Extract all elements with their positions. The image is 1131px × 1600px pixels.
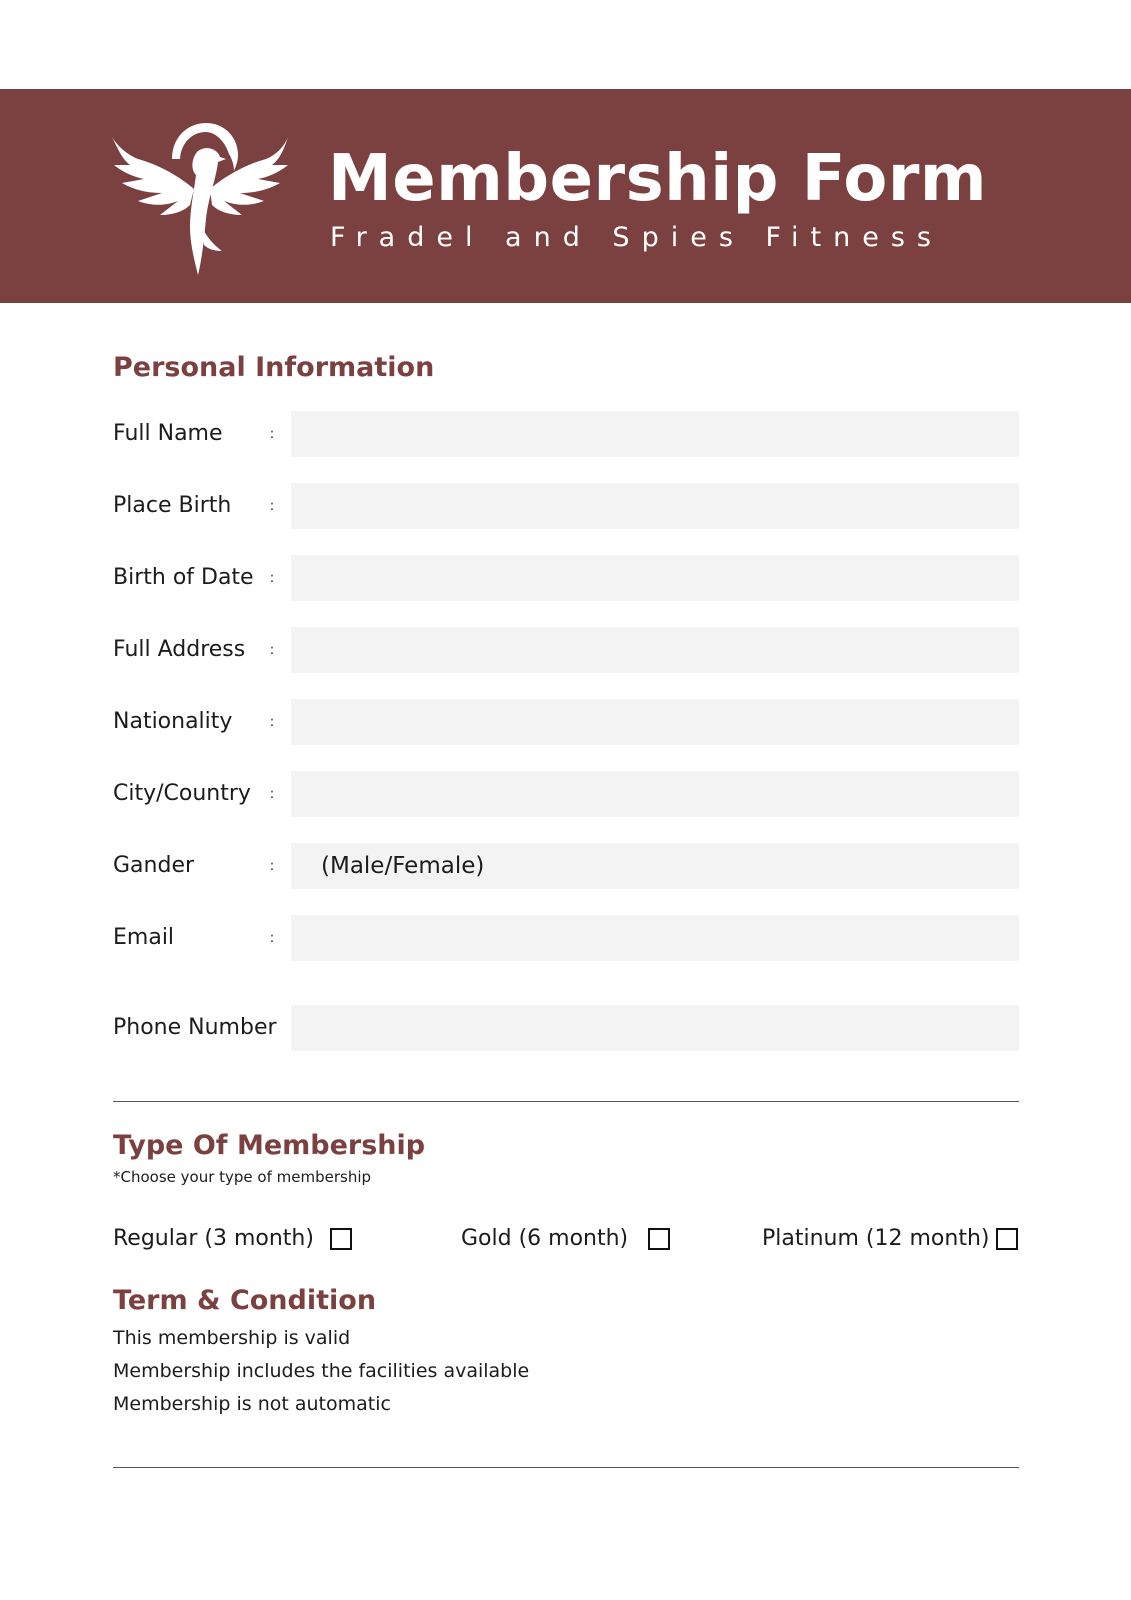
full-address-row	[113, 627, 1019, 673]
full-name-field[interactable]	[291, 411, 1019, 457]
nationality-field[interactable]	[291, 699, 1019, 745]
bottom-divider	[113, 1467, 1019, 1468]
email-row	[113, 915, 1019, 961]
header-banner	[0, 89, 1131, 303]
full-name-row	[113, 411, 1019, 457]
email-field[interactable]	[291, 915, 1019, 961]
option-platinum	[762, 1222, 989, 1256]
section-divider	[113, 1101, 1019, 1102]
option-regular-label: Regular (3 month)	[113, 1226, 314, 1251]
full-address-label: Full Address	[113, 637, 246, 662]
phone-number-label: Phone Number	[113, 1015, 277, 1040]
birth-date-field[interactable]	[291, 555, 1019, 601]
phoenix-logo-icon	[110, 119, 290, 277]
nationality-label: Nationality	[113, 709, 233, 734]
regular-checkbox[interactable]	[330, 1228, 352, 1250]
phone-number-field[interactable]	[291, 1005, 1019, 1051]
personal-info-heading: Personal Information	[113, 352, 435, 383]
colon: :	[269, 642, 275, 658]
birth-date-row	[113, 555, 1019, 601]
city-country-row	[113, 771, 1019, 817]
option-gold	[461, 1222, 628, 1256]
birth-date-label: Birth of Date	[113, 565, 254, 590]
colon: :	[269, 786, 275, 802]
membership-note: *Choose your type of membership	[113, 1168, 372, 1186]
place-birth-row	[113, 483, 1019, 529]
full-name-label: Full Name	[113, 421, 223, 446]
gender-row	[113, 843, 1019, 889]
city-country-label: City/Country	[113, 781, 251, 806]
option-gold-label: Gold (6 month)	[461, 1226, 629, 1251]
colon: :	[269, 426, 275, 442]
colon: :	[269, 714, 275, 730]
gold-checkbox[interactable]	[648, 1228, 670, 1250]
place-birth-label: Place Birth	[113, 493, 232, 518]
option-platinum-label: Platinum (12 month)	[762, 1226, 990, 1251]
platinum-checkbox[interactable]	[996, 1228, 1018, 1250]
colon: :	[269, 570, 275, 586]
colon: :	[269, 498, 275, 514]
terms-list	[113, 1322, 529, 1421]
phone-number-row	[113, 1005, 1019, 1051]
terms-line: This membership is valid	[113, 1327, 351, 1349]
terms-heading: Term & Condition	[113, 1285, 377, 1316]
colon: :	[269, 858, 275, 874]
terms-line: Membership includes the facilities available	[113, 1360, 530, 1382]
membership-type-heading: Type Of Membership	[113, 1130, 426, 1161]
gender-label: Gander	[113, 853, 195, 878]
city-country-field[interactable]	[291, 771, 1019, 817]
gender-field[interactable]	[291, 843, 1019, 889]
option-regular	[113, 1222, 314, 1256]
colon: :	[269, 930, 275, 946]
page-title: Membership Form	[328, 142, 988, 216]
terms-line: Membership is not automatic	[113, 1393, 391, 1415]
email-label: Email	[113, 925, 175, 950]
page-subtitle: Fradel and Spies Fitness	[330, 222, 943, 253]
nationality-row	[113, 699, 1019, 745]
place-birth-field[interactable]	[291, 483, 1019, 529]
full-address-field[interactable]	[291, 627, 1019, 673]
